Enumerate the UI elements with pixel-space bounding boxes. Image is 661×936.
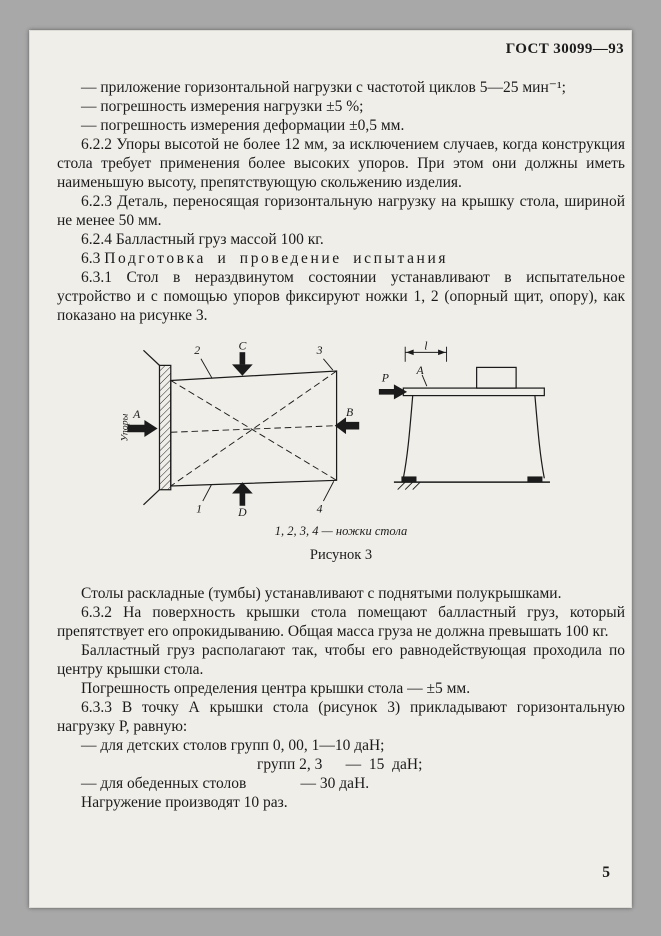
tabletop-edge — [403, 388, 544, 396]
label-b: B — [345, 406, 353, 420]
arrow-b-icon — [334, 417, 358, 434]
dashed-diagonals — [170, 371, 336, 486]
clause-6-2-3: 6.2.3 Деталь, переносящая горизонтальную нагрузку на крышку стола, шириной не менее 50 мм. — [57, 193, 625, 229]
figure-number: Рисунок 3 — [309, 547, 373, 563]
clause-6-2-2: 6.2.2 Упоры высотой не более 12 мм, за исключением случаев, когда конструкция стола требует применения более высоких упоров. При этом они должны иметь наименьшую высоту, препятствующую скольжению изделия. — [57, 136, 625, 191]
item-load-accuracy: — погрешность измерения нагрузки ±5 %; — [81, 98, 364, 115]
item-children-tables: — для детских столов групп 0, 00, 1—10 даН; — [81, 737, 385, 754]
figure-top-view — [118, 339, 363, 518]
figure-caption: 1, 2, 3, 4 — ножки стола — [274, 524, 408, 538]
clause-6-3-number: 6.3 — [81, 250, 101, 267]
label-p: P — [381, 371, 389, 385]
arrow-d-icon — [239, 494, 245, 506]
left-foot — [401, 476, 416, 482]
top-box — [476, 367, 515, 388]
para-folding-tables: Столы раскладные (тумбы) устанавливают с поднятыми полукрышками. — [81, 585, 562, 602]
arrow-p-icon — [378, 384, 406, 399]
leg-number-2: 2 — [193, 344, 200, 358]
document-page — [29, 30, 632, 908]
clause-6-3-1: 6.3.1 Стол в нераздвинутом состоянии устанавливают в испытательное устройство и с помощью упоров фиксируют ножки 1, 2 (опорный щит, опору), как показано на рисунке 3. — [57, 269, 625, 324]
right-foot — [527, 476, 542, 482]
leader-lines — [200, 359, 333, 501]
label-a: A — [132, 408, 140, 422]
clause-6-3-3: 6.3.3 В точку А крышки стола (рисунок 3) прикладывают горизонтальную нагрузку Р, равную: — [57, 699, 625, 735]
clause-6-3-heading — [57, 249, 625, 268]
doc-content — [29, 58, 632, 812]
leg-number-4: 4 — [316, 502, 323, 516]
upory-label: Упоры — [118, 413, 130, 442]
side-view-solids — [378, 350, 542, 483]
clause-6-2-4: 6.2.4 Балластный груз массой 100 кг. — [81, 231, 324, 248]
right-leg — [534, 396, 543, 479]
label-l: l — [423, 339, 428, 353]
label-d: D — [237, 506, 247, 518]
figure-side-view — [377, 339, 565, 518]
arrow-c-head-icon — [232, 364, 253, 375]
arrow-c-icon — [239, 352, 245, 364]
item-groups-2-3: групп 2, 3 — 15 даН; — [257, 756, 423, 773]
table-side-outline — [393, 367, 549, 482]
clause-6-3-2: 6.3.2 На поверхность крышки стола помещают балластный груз, который препятствует его опрокидыванию. Общая масса груза не должна превышать 100 кг. — [57, 604, 625, 640]
ground-hatch — [397, 482, 420, 490]
label-a-point: A — [415, 363, 424, 377]
dim-arrow-right-icon — [438, 350, 446, 356]
left-leg — [403, 396, 412, 479]
figure-3 — [57, 339, 625, 518]
label-c: C — [237, 339, 246, 353]
arrow-a-icon — [127, 420, 157, 437]
clause-6-3-title: Подготовка и проведение испытания — [104, 250, 449, 267]
item-deformation-accuracy: — погрешность измерения деформации ±0,5 мм. — [81, 117, 405, 134]
dim-arrow-left-icon — [406, 350, 414, 356]
para-ballast-placement: Балластный груз располагают так, чтобы его равнодействующая проходила по центру крышки стола. — [57, 642, 625, 678]
item-load-frequency: — приложение горизонтальной нагрузки с частотой циклов 5—25 мин⁻¹; — [81, 79, 566, 96]
para-loading-times: Нагружение производят 10 раз. — [81, 794, 288, 811]
doc-header: ГОСТ 30099—93 — [505, 41, 624, 57]
page-number: 5 — [602, 864, 610, 881]
item-dining-tables: — для обеденных столов — 30 даН. — [81, 775, 370, 792]
support-shield-hatched — [159, 365, 170, 489]
leg-number-3: 3 — [316, 344, 323, 358]
test-fixture-outline — [143, 350, 336, 505]
para-center-accuracy: Погрешность определения центра крышки стола — ±5 мм. — [81, 680, 471, 697]
leg-number-1: 1 — [195, 502, 202, 516]
